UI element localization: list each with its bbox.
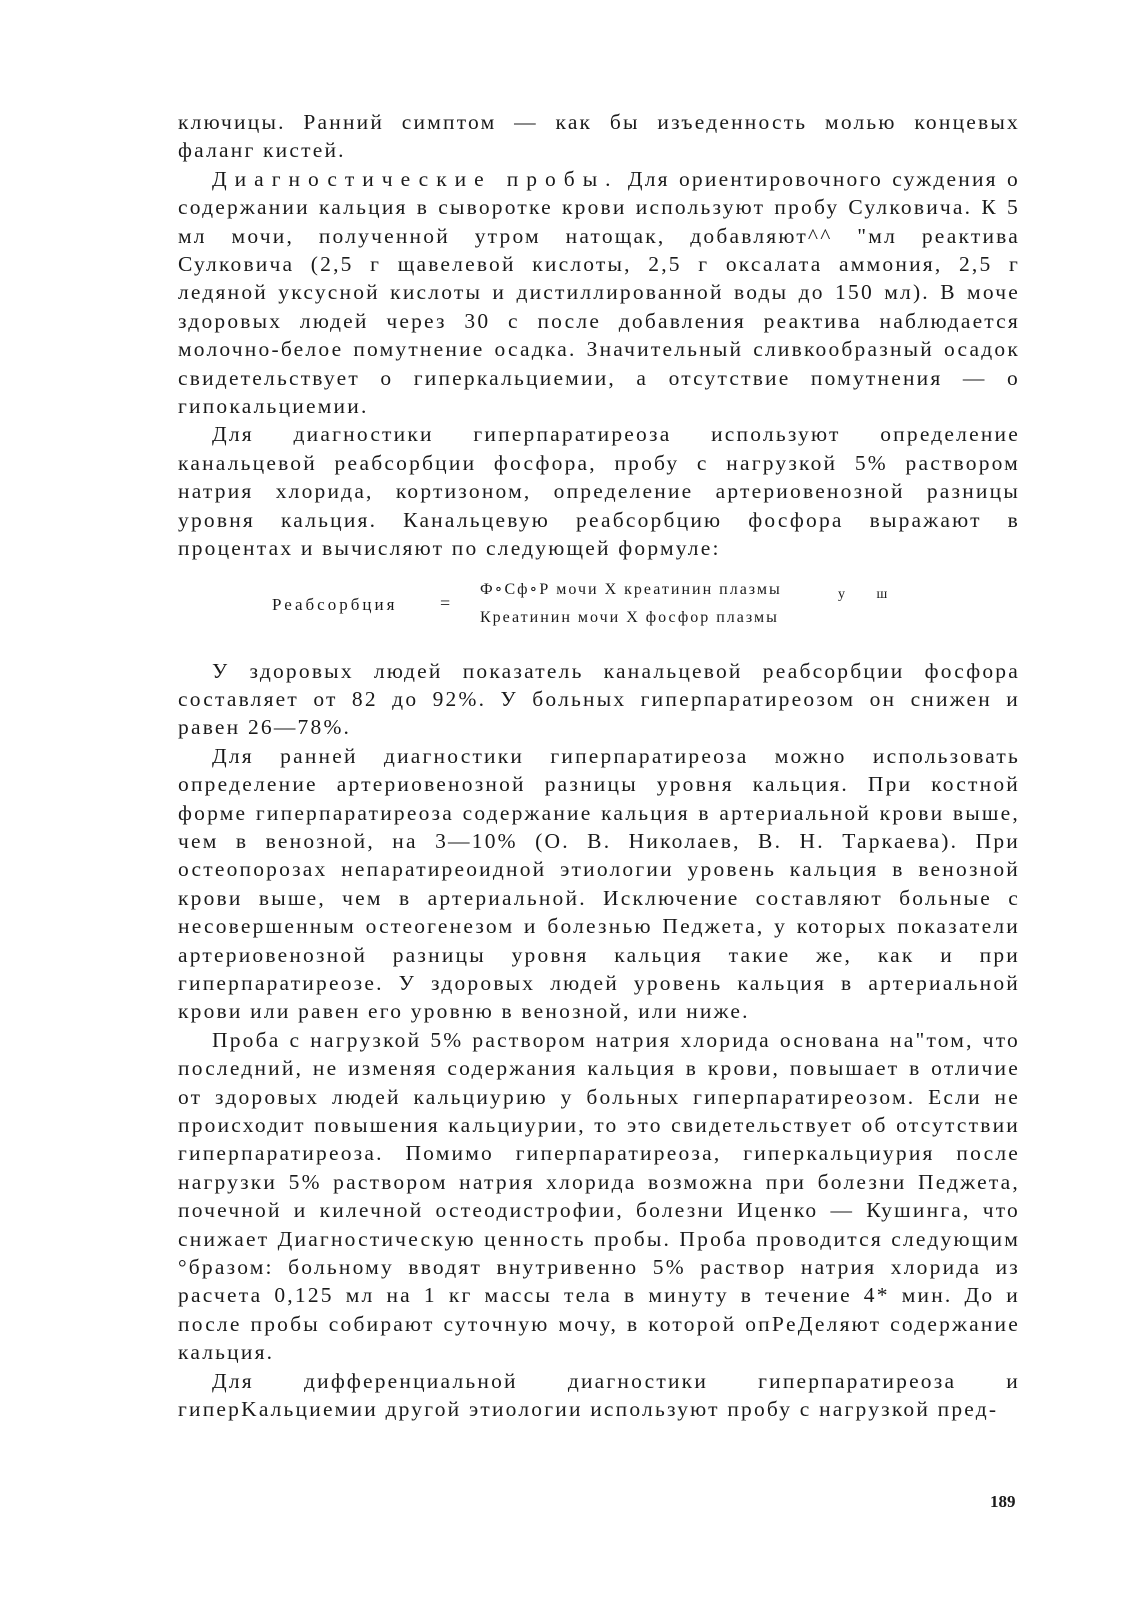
paragraph-3: Для диагностики гиперпаратиреоза используют определение канальцевой реабсорбции фосфора, пробу с нагрузкой 5% раствором натрия хлорида, кортизоном, определение артериовенозной разницы уровня кальция. Канальцевую реабсорбцию фосфора выражают в процентах и вычисляют по следующей формуле: xyxy=(178,422,1020,561)
formula-tail: у ш xyxy=(838,586,902,602)
formula-denominator: Креатинин мочи X фосфор плазмы xyxy=(480,608,779,626)
paragraph-6: Проба с нагрузкой 5% раствором натрия хлорида основана на"том, что последний, не изменяя содержания кальция в крови, повышает в отличие от здоровых людей кальциурию у больных гиперпаратиреозом. Если не происходит повышения кальциурии, то это свидетельствует об отсутствии гиперпаратиреоза. Помимо гиперпаратиреоза, гиперкальциурия после нагрузки 5% раствором натрия хлорида возможна при болезни Педжета, почечной и килечной остеодистрофии, болезни Иценко — Кушинга, что снижает Диагностическую ценность пробы. Проба проводится следующим °бразом: больному вводят внутривенно 5% раствор натрия хлорида из расчета 0,125 мл на 1 кг массы тела в минуту в течение 4* мин. До и после пробы собирают суточную мочу, в которой опРeДеляют содержание кальция. xyxy=(178,1027,1020,1365)
formula-numerator: Ф∘Сф∘Р мочи X креатинин плазмы xyxy=(480,580,782,598)
page-number: 189 xyxy=(990,1492,1016,1511)
paragraph-7: Для дифференциальной диагностики гиперпаратиреоза и гиперKaльциемии другой этиологии используют пробу с нагрузкой пред- xyxy=(178,1368,1020,1422)
formula-equals: = xyxy=(440,592,453,613)
section-lead: Диагностические пробы. xyxy=(212,166,619,191)
formula-lhs: Реабсорбция xyxy=(272,594,398,614)
paragraph-5: Для ранней диагностики гиперпаратиреоза можно использовать определение артериовенозной разницы уровня кальция. При костной форме гиперпаратиреоза содержание кальция в артериальной крови выше, чем в венозной, на 3—10% (О. В. Николаев, В. Н. Таркаева). При остеопорозах непаратиреоидной этиологии уровень кальция в венозной крови выше, чем в артериальной. Исключение составляют больные с несовершенным остеогенезом и болезнью Педжета, у которых показатели артериовенозной разницы уровня кальция такие же, как и при гиперпаратиреозе. У здоровых людей уровень кальция в артериальной крови или равен его уровню в венозной, или ниже. xyxy=(178,743,1020,1024)
paragraph-2 xyxy=(178,165,1020,421)
page-body xyxy=(178,108,1020,1423)
reabsorption-formula xyxy=(178,573,1020,643)
paragraph-1: ключицы. Ранний симптом — как бы изъеденность молью концевых фаланг кистей. xyxy=(178,110,1020,163)
paragraph-4: У здоровых людей показатель канальцевой реабсорбции фосфора составляет от 82 до 92%. У больных гиперпаратиреозом он снижен и равен 26—78%. xyxy=(178,658,1020,740)
paragraph-2-text: Для ориентировочного суждения о содержании кальция в сыворотке крови используют пробу Сулковича. К 5 мл мочи, полученной утром натощак, добавляют^^ "мл реактива Сулковича (2,5 г щавелевой кислоты, 2,5 г оксалата аммония, 2,5 г ледяной уксусной кислоты и дистиллированной воды до 150 мл). В моче здоровых людей через 30 с после добавления реактива наблюдается молочно-белое помутнение осадка. Значительный сливкообразный осадок свидетельствует о гиперкальциемии, а отсутствие помутнения — о гипокальциемии. xyxy=(178,166,1020,419)
